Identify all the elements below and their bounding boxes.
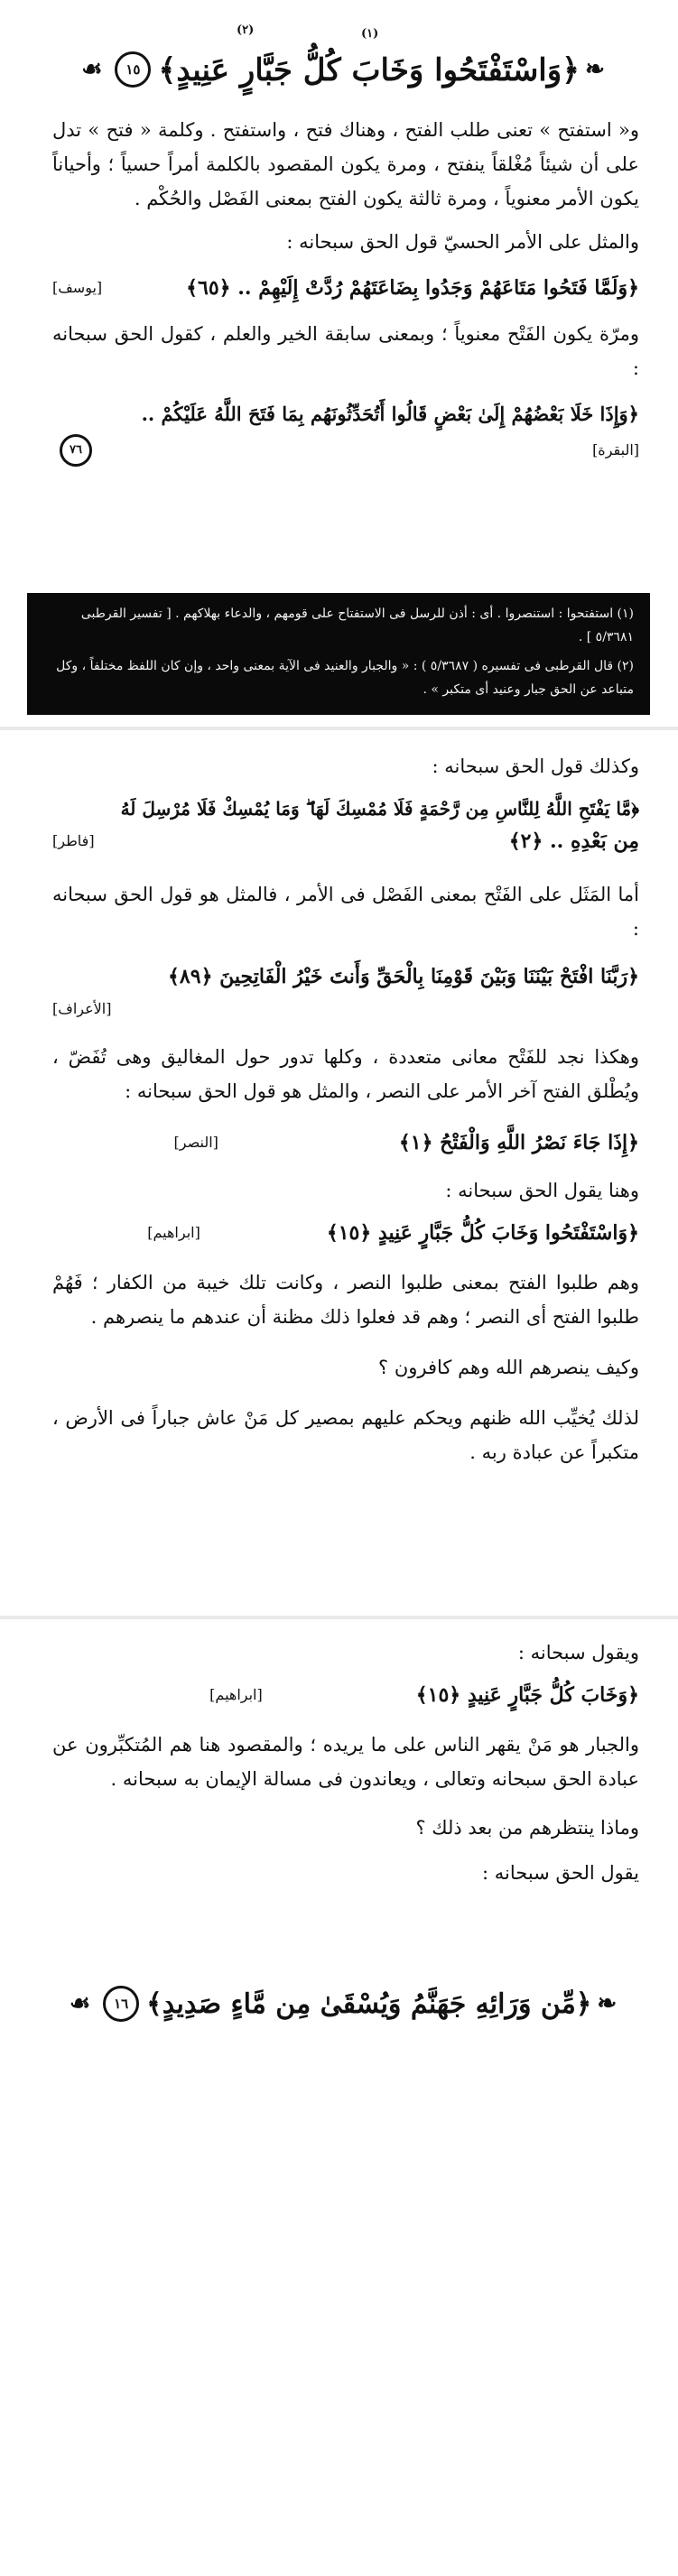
judgment-paragraph: أما المَثَل على الفَتْح بمعنى الفَصْل فى الأمر ، فالمثل هو قول الحق سبحانه : xyxy=(52,884,639,940)
verse-ibrahim: ﴿وَاسْتَفْتَحُوا وَخَابَ كُلُّ جَبَّارٍ عَنِيدٍ ﴿١٥﴾ xyxy=(326,1221,639,1245)
page1-section xyxy=(52,113,639,467)
surah-yusuf-label: [يوسف] xyxy=(52,279,103,296)
footnote-1: (١) استفتحوا : استنصروا . أى : أذن للرسل فى الاستفتاح على قومهم ، والدعاء بهلاكهم . [ تفسير القرطبى ٥/٣٦٨١ ] . xyxy=(80,607,634,644)
page2-section xyxy=(52,749,639,1469)
verse-header-bottom xyxy=(54,1972,632,2035)
surah-nasr-label: [النصر] xyxy=(173,1134,218,1151)
verse-title-top: ﴿وَاسْتَفْتَحُوا وَخَابَ كُلُّ جَبَّارٍ عَنِيدٍ﴾ xyxy=(158,51,580,88)
page-divider-2 xyxy=(0,1616,678,1619)
verse-baqara: ﴿وَإِذَا خَلَا بَعْضُهُمْ إِلَىٰ بَعْضٍ قَالُوا أَتُحَدِّثُونَهُم بِمَا فَتَحَ اللَّهُ عَلَيْكُمْ .. xyxy=(141,403,639,425)
verse-yusuf-row xyxy=(52,272,639,304)
verse-header-top xyxy=(54,38,632,101)
meanings-paragraph: وهكذا نجد للفَتْح معانى متعددة ، وكلها تدور حول المغاليق وهى تُفَضّ ، ويُطْلق الفتح آخر الأمر على النصر ، والمثل هو قول الحق سبحانه : xyxy=(52,1046,639,1102)
verse-ibrahim2: ﴿وَخَابَ كُلُّ جَبَّارٍ عَنِيدٍ ﴿١٥﴾ xyxy=(415,1683,639,1707)
footnote-marker-1: (١) xyxy=(361,27,379,41)
footnote-2: (٢) قال القرطبى فى تفسيره ( ٥/٣٦٨٧ ) : « والجبار والعنيد فى الآية بمعنى واحد ، وإن كان اللفظ مختلفاً ، وكل متباعد عن الحق جبار وعنيد أى متكبر » . xyxy=(56,659,634,697)
intro-paragraph: و« استفتح » تعنى طلب الفتح ، وهناك فتح ، واستفتح . وكلمة « فتح » تدل على أن شيئاً مُغْلقاً ينفتح ، ومرة يكون المقصود بالكلمة أمراً حسياً ؛ وأحياناً يكون الأمر معنوياً ، ومرة ثالثة يكون الفتح بمعنى الفَصْل والحُكْم . xyxy=(52,119,639,209)
example-abstract: ومرّة يكون الفَتْح معنوياً ؛ وبمعنى سابقة الخير والعلم ، كقول الحق سبحانه : xyxy=(52,323,639,379)
page3-section xyxy=(52,1635,639,1890)
verse-number-badge-top: ١٥ xyxy=(115,51,151,88)
verse-nasr: ﴿إِذَا جَاءَ نَصْرُ اللَّهِ وَالْفَتْحُ ﴿١﴾ xyxy=(398,1131,639,1154)
verse-number-badge-bottom: ١٦ xyxy=(103,1986,139,2022)
surah-baqara-label: [البقرة] xyxy=(592,441,639,459)
verse-ibrahim-row xyxy=(52,1217,639,1249)
flourish-left-bottom-icon: ☙ xyxy=(69,1990,91,2017)
verse-ibrahim2-row xyxy=(52,1679,639,1711)
verse-fatir-row1 xyxy=(52,792,639,825)
sought-victory-paragraph: وهم طلبوا الفتح بمعنى طلبوا النصر ، وكانت تلك خيبة من الكفار ؛ فَهُمْ طلبوا الفتح أى النصر ؛ وهم قد فعلوا ذلك مظنة أن عندهم ما ينصرهم . xyxy=(52,1272,639,1328)
verse-fatir-line1: ﴿مَّا يَفْتَحِ اللَّهُ لِلنَّاسِ مِن رَّحْمَةٍ فَلَا مُمْسِكَ لَهَا ۖ وَمَا يُمْسِكْ فَلَا مُرْسِلَ لَهُ xyxy=(120,798,639,820)
flourish-right-bottom-icon: ❧ xyxy=(597,1990,618,2017)
what-next-line: وماذا ينتظرهم من بعد ذلك ؟ xyxy=(415,1817,639,1839)
surah-araf-row xyxy=(52,993,639,1025)
verse-baqara-meta-row xyxy=(52,434,639,467)
here-line: وهنا يقول الحق سبحانه : xyxy=(445,1180,639,1201)
page-divider-1 xyxy=(0,727,678,730)
verse-fatir-line2: مِن بَعْدِهِ .. ﴿٢﴾ xyxy=(508,829,639,853)
also-line: وكذلك قول الحق سبحانه : xyxy=(432,755,639,777)
verse-araf-row xyxy=(52,960,639,993)
verse-araf: ﴿رَبَّنَا افْتَحْ بَيْنَنَا وَبَيْنَ قَوْمِنَا بِالْحَقِّ وَأَنتَ خَيْرُ الْفَاتِحِينَ ﴿٨٩﴾ xyxy=(168,965,639,988)
surah-fatir-label: [فاطر] xyxy=(52,832,95,849)
surah-araf-label: [الأعراف] xyxy=(52,1000,112,1017)
tyrant-paragraph: والجبار هو مَنْ يقهر الناس على ما يريده ؛ والمقصود هنا هم المُتكبِّرون عن عبادة الحق سبحانه وتعالى ، ويعاندون فى مسالة الإيمان به سبحانه . xyxy=(52,1734,639,1790)
footnote-marker-2: (٢) xyxy=(237,23,255,37)
therefore-paragraph: لذلك يُخيِّب الله ظنهم ويحكم عليهم بمصير كل مَنْ عاش جباراً فى الأرض ، متكبراً عن عبادة ربه . xyxy=(52,1407,639,1463)
verse-yusuf: ﴿وَلَمَّا فَتَحُوا مَتَاعَهُمْ وَجَدُوا بِضَاعَتَهُمْ رُدَّتْ إِلَيْهِمْ .. ﴿٦٥﴾ xyxy=(186,276,639,300)
says2-line: يقول الحق سبحانه : xyxy=(482,1862,639,1884)
flourish-left-icon: ☙ xyxy=(81,56,103,83)
flourish-right-icon: ❧ xyxy=(585,56,605,83)
surah-ibrahim2-label: [ابراهيم] xyxy=(209,1686,263,1703)
example-physical: والمثل على الأمر الحسيّ قول الحق سبحانه : xyxy=(286,231,639,253)
question-line: وكيف ينصرهم الله وهم كافرون ؟ xyxy=(378,1357,639,1378)
verse-baqara-row xyxy=(52,398,639,431)
verse-fatir-row2 xyxy=(52,825,639,857)
verse-title-bottom: ﴿مِّن وَرَائِهِ جَهَنَّمُ وَيُسْقَىٰ مِن مَّاءٍ صَدِيدٍ﴾ xyxy=(146,1988,592,2020)
surah-ibrahim-label: [ابراهيم] xyxy=(147,1224,200,1241)
verse-baqara-number: ٧٦ xyxy=(60,434,92,467)
footnotes-box xyxy=(27,593,650,715)
says-line: ويقول سبحانه : xyxy=(517,1642,639,1663)
verse-nasr-row xyxy=(52,1126,639,1159)
